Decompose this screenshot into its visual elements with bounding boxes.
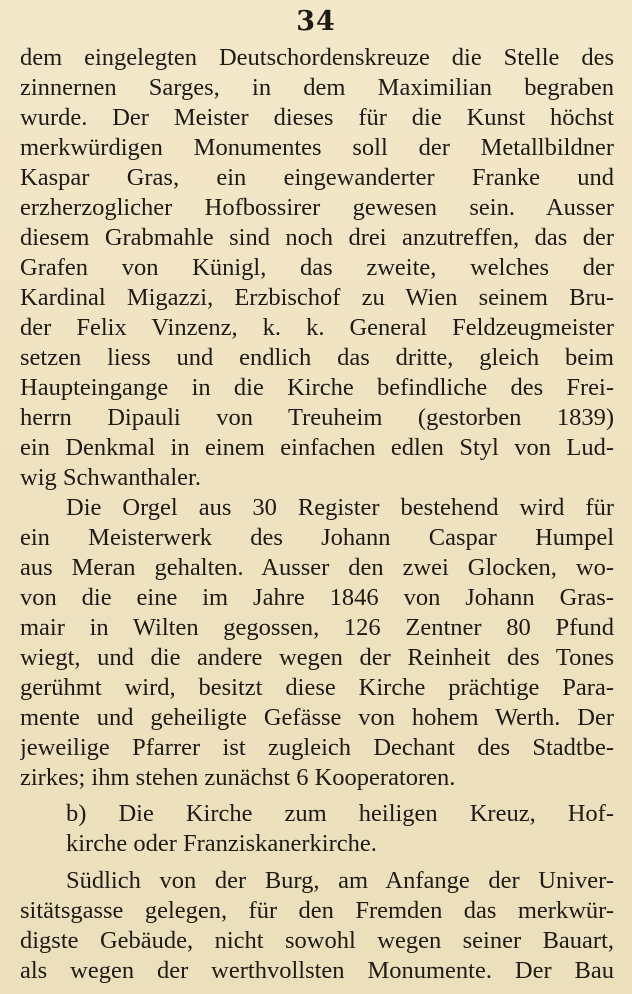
page-number: 34 xyxy=(296,6,336,37)
text-line: herrn Dipauli von Treuheim (gestorben 1839) xyxy=(20,404,614,431)
text-line: dem eingelegten Deutschordenskreuze die Stelle des xyxy=(20,44,614,71)
text-line: setzen liess und endlich das dritte, gleich beim xyxy=(20,344,614,371)
text-line: der Felix Vinzenz, k. k. General Feldzeugmeister xyxy=(20,314,614,341)
text-line: als wegen der werthvollsten Monumente. Der Bau xyxy=(20,957,614,984)
text-line-paragraph-start: Die Orgel aus 30 Register bestehend wird für xyxy=(66,494,614,521)
text-line: merkwürdigen Monumentes soll der Metallbildner xyxy=(20,134,614,161)
text-line: wiegt, und die andere wegen der Reinheit des Tones xyxy=(20,644,614,671)
text-line: ein Denkmal in einem einfachen edlen Styl von Lud- xyxy=(20,434,614,461)
text-line: Haupteingange in die Kirche befindliche des Frei- xyxy=(20,374,614,401)
text-line: zinnernen Sarges, in dem Maximilian begraben xyxy=(20,74,614,101)
section-heading: b) Die Kirche zum heiligen Kreuz, Hof- xyxy=(66,800,614,827)
text-line: Kaspar Gras, ein eingewanderter Franke und xyxy=(20,164,614,191)
text-line: jeweilige Pfarrer ist zugleich Dechant des Stadtbe- xyxy=(20,734,614,761)
text-line: erzherzoglicher Hofbossirer gewesen sein. Ausser xyxy=(20,194,614,221)
text-line: Kardinal Migazzi, Erzbischof zu Wien seinem Bru- xyxy=(20,284,614,311)
text-line: mair in Wilten gegossen, 126 Zentner 80 Pfund xyxy=(20,614,614,641)
text-line: digste Gebäude, nicht sowohl wegen seiner Bauart, xyxy=(20,927,614,954)
text-line: ein Meisterwerk des Johann Caspar Humpel xyxy=(20,524,614,551)
text-line-paragraph-end: wig Schwanthaler. xyxy=(20,464,201,491)
text-line: sitätsgasse gelegen, für den Fremden das merkwür- xyxy=(20,897,614,924)
text-line: mente und geheiligte Gefässe von hohem Werth. Der xyxy=(20,704,614,731)
text-line-paragraph-start: Südlich von der Burg, am Anfange der Univer- xyxy=(66,867,614,894)
text-line: von die eine im Jahre 1846 von Johann Gras- xyxy=(20,584,614,611)
text-line: diesem Grabmahle sind noch drei anzutreffen, das der xyxy=(20,224,614,251)
section-heading-continued: kirche oder Franziskanerkirche. xyxy=(66,830,377,857)
text-line: wurde. Der Meister dieses für die Kunst höchst xyxy=(20,104,614,131)
text-line: aus Meran gehalten. Ausser den zwei Glocken, wo- xyxy=(20,554,614,581)
text-line: Grafen von Künigl, das zweite, welches der xyxy=(20,254,614,281)
text-line: gerühmt wird, besitzt diese Kirche prächtige Para- xyxy=(20,674,614,701)
text-line-paragraph-end: zirkes; ihm stehen zunächst 6 Kooperatoren. xyxy=(20,764,456,791)
